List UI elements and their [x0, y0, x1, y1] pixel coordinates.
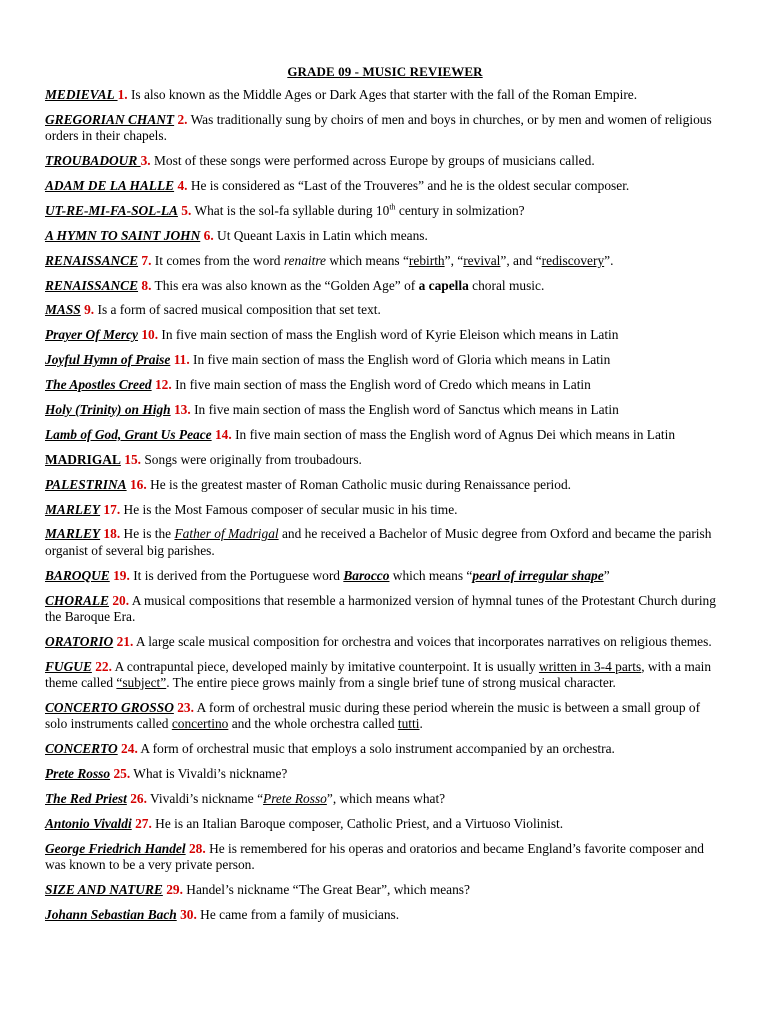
- answer-20: CHORALE: [45, 592, 109, 608]
- answer-23: CONCERTO GROSSO: [45, 699, 174, 715]
- question-24: A form of orchestral music that employs a solo instrument accompanied by an orchestra.: [137, 740, 615, 756]
- underlined-tutti: tutti: [397, 716, 420, 732]
- item-26: [45, 791, 725, 807]
- question-29: Handel’s nickname “The Great Bear”, which means?: [182, 881, 470, 897]
- underlined-written-in-3-4-parts: written in 3-4 parts: [538, 658, 642, 674]
- reviewer-page: [45, 64, 725, 932]
- page-title: GRADE 09 - MUSIC REVIEWER: [287, 64, 483, 79]
- underlined-revival: revival: [463, 252, 501, 268]
- number-4: 4.: [177, 177, 188, 193]
- question-27: He is an Italian Baroque composer, Catholic Priest, and a Virtuoso Violinist.: [151, 815, 564, 831]
- number-17: 17.: [103, 501, 121, 517]
- item-28: [45, 841, 725, 874]
- answer-14: Lamb of God, Grant Us Peace: [45, 426, 212, 442]
- number-8: 8.: [141, 277, 152, 293]
- answer-19: BAROQUE: [45, 567, 110, 583]
- underlined-father-of-madrigal: Father of Madrigal: [174, 526, 279, 542]
- number-23: 23.: [177, 699, 194, 715]
- number-15: 15.: [124, 451, 141, 467]
- item-14: [45, 427, 725, 443]
- number-10: 10.: [141, 327, 159, 343]
- question-7-text-5: ”.: [604, 252, 614, 268]
- question-10: In five main section of mass the English word of Kyrie Eleison which means in Latin: [158, 327, 619, 343]
- question-23-text-2: and the whole orchestra called: [228, 716, 398, 732]
- question-23-text-1: A form of orchestral music during these period wherein the music is between a small group of solo instruments called: [45, 699, 701, 732]
- answer-22: FUGUE: [45, 658, 92, 674]
- item-24: [45, 741, 725, 757]
- question-4: He is considered as “Last of the Trouveres” and he is the oldest secular composer.: [187, 177, 630, 193]
- answer-5: UT-RE-MI-FA-SOL-LA: [45, 202, 178, 218]
- question-18-text-2: and he received a Bachelor of Music degree from Oxford and became the parish organist of several big parishes.: [45, 526, 712, 558]
- item-22: [45, 659, 725, 692]
- number-7: 7.: [141, 252, 152, 268]
- answer-10: Prayer Of Mercy: [45, 327, 138, 343]
- question-13: In five main section of mass the English word of Sanctus which means in Latin: [190, 401, 619, 417]
- question-8-text-2: choral music.: [468, 277, 545, 293]
- question-9: Is a form of sacred musical composition that set text.: [94, 302, 381, 318]
- item-1: [45, 87, 725, 103]
- number-2: 2.: [177, 111, 188, 127]
- underlined-rebirth: rebirth: [408, 252, 445, 268]
- question-14: In five main section of mass the English word of Agnus Dei which means in Latin: [231, 426, 676, 442]
- item-29: [45, 882, 725, 898]
- bold-a-capella: a capella: [418, 277, 469, 293]
- question-28: He is remembered for his operas and oratorios and became England’s favorite composer and was known to be a very private person.: [45, 840, 704, 872]
- answer-3: TROUBADOUR: [45, 153, 141, 169]
- item-18: [45, 526, 725, 559]
- item-17: [45, 502, 725, 518]
- number-14: 14.: [214, 426, 232, 442]
- question-5-part-a: What is the sol-fa syllable during 10: [191, 202, 390, 218]
- question-22-text-2: , with a main theme called: [45, 658, 712, 690]
- answer-26: The Red Priest: [45, 790, 127, 806]
- number-12: 12.: [154, 377, 172, 393]
- answer-21: ORATORIO: [45, 633, 114, 649]
- item-12: [45, 377, 725, 393]
- emphasis-pearl-of-irregular-shape: pearl of irregular shape: [472, 567, 604, 583]
- answer-29: SIZE AND NATURE: [45, 881, 163, 897]
- question-11: In five main section of mass the English word of Gloria which means in Latin: [189, 352, 611, 368]
- question-17: He is the Most Famous composer of secular music in his time.: [120, 501, 458, 517]
- italic-word-renaitre: renaitre: [283, 252, 326, 268]
- item-25: [45, 766, 725, 782]
- question-30: He came from a family of musicians.: [196, 906, 400, 922]
- answer-2: GREGORIAN CHANT: [45, 111, 175, 127]
- answer-18: MARLEY: [45, 526, 101, 542]
- item-13: [45, 402, 725, 418]
- question-7-text-4: ”, and “: [500, 252, 542, 268]
- item-6: [45, 228, 725, 244]
- number-26: 26.: [130, 790, 147, 806]
- answer-30: Johann Sebastian Bach: [45, 906, 177, 922]
- item-2: [45, 112, 725, 145]
- answer-17: MARLEY: [45, 501, 101, 517]
- number-28: 28.: [188, 840, 206, 856]
- question-8-text-1: This era was also known as the “Golden Age” of: [151, 277, 419, 293]
- answer-12: The Apostles Creed: [45, 377, 152, 393]
- number-27: 27.: [135, 815, 152, 831]
- answer-11: Joyful Hymn of Praise: [45, 352, 171, 368]
- question-12: In five main section of mass the English word of Credo which means in Latin: [171, 377, 591, 393]
- question-7-text-2: which means “: [326, 252, 409, 268]
- answer-16: PALESTRINA: [45, 476, 127, 492]
- question-19-text-2: which means “: [389, 567, 473, 583]
- underlined-prete-rosso: Prete Rosso: [263, 790, 327, 806]
- emphasis-barocco: Barocco: [343, 567, 390, 583]
- answer-13: Holy (Trinity) on High: [45, 401, 171, 417]
- question-26-text-1: Vivaldi’s nickname “: [146, 790, 264, 806]
- item-16: [45, 477, 725, 493]
- answer-25: Prete Rosso: [45, 765, 111, 781]
- answer-7: RENAISSANCE: [45, 252, 139, 268]
- number-3: 3.: [140, 153, 151, 169]
- question-21: A large scale musical composition for orchestra and voices that incorporates narratives on religious themes.: [133, 633, 712, 649]
- question-15: Songs were originally from troubadours.: [141, 451, 362, 467]
- question-7-text-1: It comes from the word: [151, 252, 284, 268]
- number-11: 11.: [173, 352, 190, 368]
- question-6: Ut Queant Laxis in Latin which means.: [213, 227, 428, 243]
- number-25: 25.: [113, 765, 131, 781]
- number-18: 18.: [103, 526, 121, 542]
- number-13: 13.: [173, 401, 191, 417]
- ordinal-superscript: th: [389, 202, 396, 212]
- underlined-rediscovery: rediscovery: [541, 252, 605, 268]
- question-19-text-3: ”: [603, 567, 610, 583]
- number-19: 19.: [113, 567, 130, 583]
- answer-9: MASS: [45, 302, 81, 318]
- number-30: 30.: [180, 906, 197, 922]
- answer-4: ADAM DE LA HALLE: [45, 177, 175, 193]
- question-1: Is also known as the Middle Ages or Dark Ages that starter with the fall of the Roman Empire.: [127, 87, 638, 102]
- item-8: [45, 278, 725, 294]
- number-21: 21.: [116, 633, 134, 649]
- question-16: He is the greatest master of Roman Catholic music during Renaissance period.: [146, 476, 572, 492]
- number-20: 20.: [112, 592, 130, 608]
- underlined-concertino: concertino: [171, 716, 229, 732]
- number-22: 22.: [95, 658, 112, 674]
- question-25: What is Vivaldi’s nickname?: [130, 765, 288, 781]
- item-23: [45, 700, 725, 733]
- question-22-text-3: . The entire piece grows mainly from a single brief tune of strong musical character.: [166, 674, 616, 690]
- number-24: 24.: [121, 740, 138, 756]
- question-19-text-1: It is derived from the Portuguese word: [129, 567, 344, 583]
- item-27: [45, 816, 725, 832]
- item-5: [45, 203, 725, 219]
- answer-8: RENAISSANCE: [45, 277, 139, 293]
- number-6: 6.: [203, 227, 214, 243]
- answer-28: George Friedrich Handel: [45, 840, 186, 856]
- answer-27: Antonio Vivaldi: [45, 815, 132, 831]
- answer-15: MADRIGAL: [45, 451, 121, 467]
- number-1: 1.: [117, 87, 128, 102]
- number-16: 16.: [129, 476, 147, 492]
- question-23-text-3: .: [419, 716, 423, 732]
- answer-6: A HYMN TO SAINT JOHN: [45, 227, 201, 243]
- number-29: 29.: [166, 881, 183, 897]
- question-2: Was traditionally sung by choirs of men and boys in churches, or by men and women of religious orders in their chapels.: [45, 111, 712, 144]
- answer-1: MEDIEVAL: [45, 87, 118, 102]
- question-7-text-3: ”, “: [444, 252, 464, 268]
- item-11: [45, 352, 725, 368]
- question-18-text-1: He is the: [120, 526, 175, 542]
- question-20: A musical compositions that resemble a harmonized version of hymnal tunes of the Protestant Church during the Baroque Era.: [45, 592, 716, 624]
- item-9: [45, 302, 725, 318]
- item-15: [45, 452, 725, 468]
- item-20: [45, 593, 725, 626]
- item-10: [45, 327, 725, 343]
- question-3: Most of these songs were performed across Europe by groups of musicians called.: [150, 153, 595, 169]
- question-26-text-2: ”, which means what?: [326, 790, 446, 806]
- answer-24: CONCERTO: [45, 740, 118, 756]
- number-9: 9.: [84, 302, 95, 318]
- item-7: [45, 253, 725, 269]
- item-4: [45, 178, 725, 194]
- item-19: [45, 568, 725, 584]
- item-30: [45, 907, 725, 923]
- number-5: 5.: [181, 202, 192, 218]
- question-22-text-1: A contrapuntal piece, developed mainly by imitative counterpoint. It is usually: [111, 658, 539, 674]
- underlined-subject: “subject”: [116, 674, 167, 690]
- question-5-part-b: century in solmization?: [395, 202, 525, 218]
- item-3: [45, 153, 725, 169]
- item-21: [45, 634, 725, 650]
